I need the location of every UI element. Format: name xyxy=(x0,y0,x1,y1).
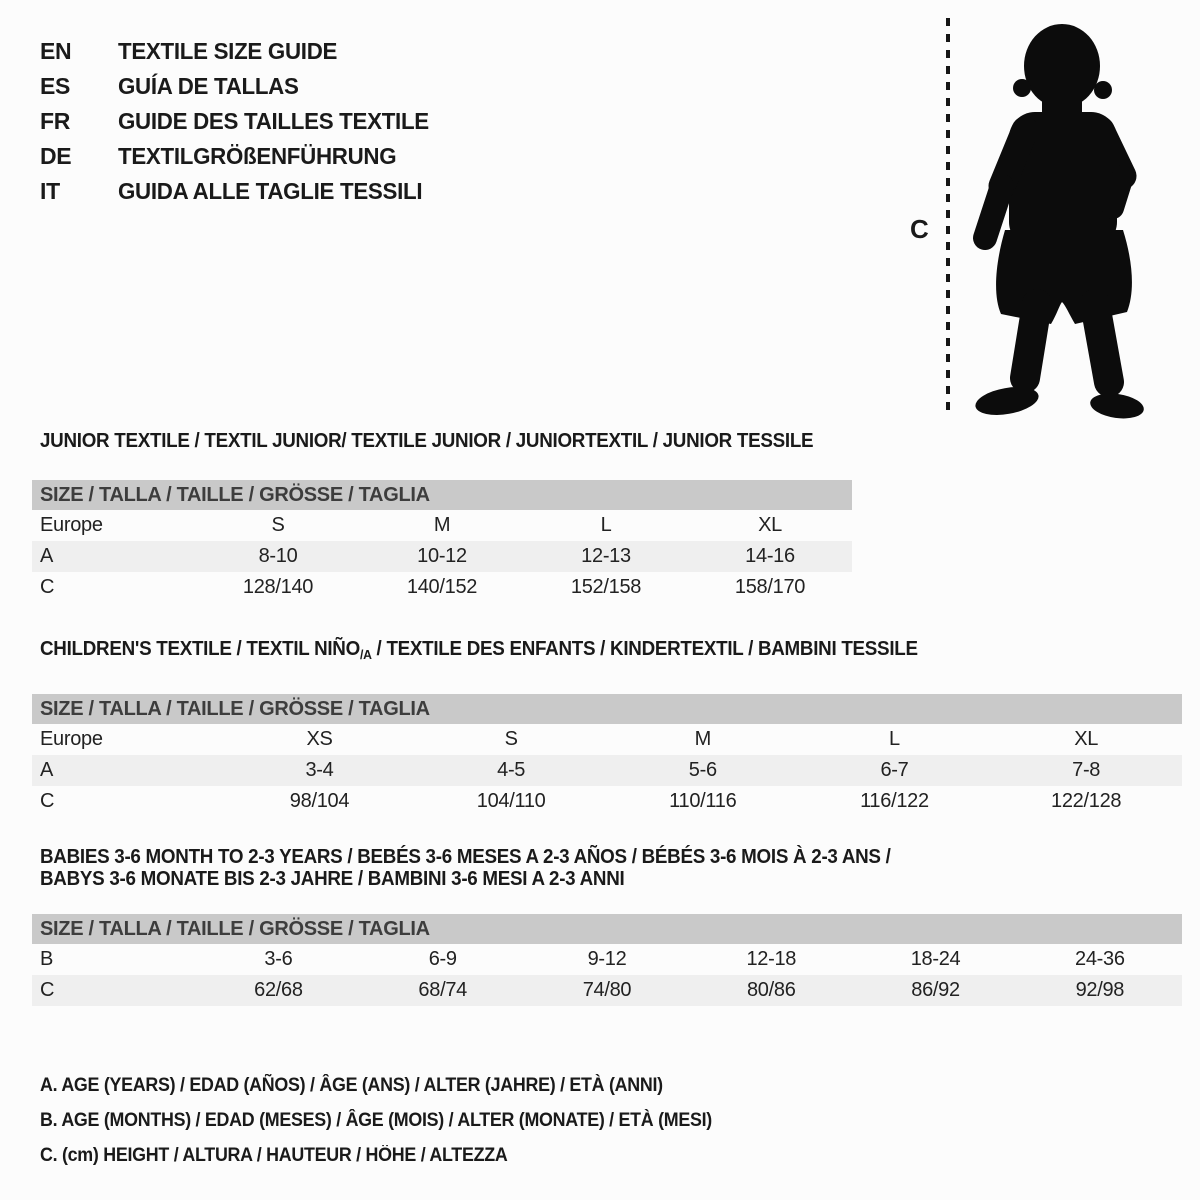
heading-pre: CHILDREN'S TEXTILE / TEXTIL NIÑO xyxy=(40,638,360,660)
cell: 128/140 xyxy=(242,576,314,598)
legend-line-c: C. (cm) HEIGHT / ALTURA / HAUTEUR / HÖHE / ALTEZZA xyxy=(40,1145,508,1166)
cell: 10-12 xyxy=(360,541,524,572)
cell: XS xyxy=(306,728,333,750)
table-row-europe xyxy=(32,510,852,541)
height-figure xyxy=(900,10,1200,430)
cell: M xyxy=(433,514,451,536)
cell: 7-8 xyxy=(990,755,1182,786)
legend-line-a: A. AGE (YEARS) / EDAD (AÑOS) / ÂGE (ANS) / ALTER (JAHRE) / ETÀ (ANNI) xyxy=(40,1075,663,1096)
cell: 3-6 xyxy=(264,948,293,970)
cell: XL xyxy=(758,514,782,536)
lang-code: FR xyxy=(40,108,71,134)
row-label: C xyxy=(32,975,196,1006)
cell: L xyxy=(600,514,612,536)
cell: 6-9 xyxy=(428,948,457,970)
legend xyxy=(40,1068,755,1173)
cell: 104/110 xyxy=(476,790,546,812)
cell: 8-10 xyxy=(196,541,360,572)
size-header-row xyxy=(32,480,852,510)
row-label: C xyxy=(40,790,55,812)
cell: 62/68 xyxy=(196,975,360,1006)
table-row-age xyxy=(32,755,1182,786)
lang-title: GUIDA ALLE TAGLIE TESSILI xyxy=(118,178,423,204)
cell: 74/80 xyxy=(525,975,689,1006)
heading-subscript: /A xyxy=(359,647,372,662)
junior-section-heading: JUNIOR TEXTILE / TEXTIL JUNIOR/ TEXTILE JUNIOR / JUNIORTEXTIL / JUNIOR TESSILE xyxy=(40,430,814,452)
cell: 3-4 xyxy=(224,755,416,786)
table-row-height xyxy=(32,572,852,603)
size-header: SIZE / TALLA / TAILLE / GRÖSSE / TAGLIA xyxy=(32,694,1182,724)
lang-title: GUIDE DES TAILLES TEXTILE xyxy=(118,108,429,134)
children-size-table xyxy=(32,694,1182,817)
cell: 12-18 xyxy=(746,948,797,970)
cell: 14-16 xyxy=(688,541,852,572)
row-label: Europe xyxy=(40,728,103,750)
junior-size-table xyxy=(32,480,852,603)
row-label: A xyxy=(32,541,196,572)
language-title-list xyxy=(40,34,439,209)
cell: 24-36 xyxy=(1075,948,1125,970)
size-header-row xyxy=(32,694,1182,724)
lang-row-es xyxy=(40,69,439,104)
section-babies xyxy=(32,846,1182,1006)
cell: 152/158 xyxy=(570,576,642,598)
lang-row-de xyxy=(40,139,439,174)
babies-size-table xyxy=(32,914,1182,1006)
cell: 80/86 xyxy=(689,975,853,1006)
height-measure-line xyxy=(944,16,952,420)
cell: 18-24 xyxy=(910,948,961,970)
cell: XL xyxy=(1074,728,1099,750)
section-children xyxy=(32,638,1182,817)
babies-section-heading-line1: BABIES 3-6 MONTH TO 2-3 YEARS / BEBÉS 3-6 MESES A 2-3 AÑOS / BÉBÉS 3-6 MOIS À 2-3 ANS / xyxy=(40,846,891,868)
table-row-age-months xyxy=(32,944,1182,975)
cell: S xyxy=(271,514,285,536)
cell: 4-5 xyxy=(415,755,607,786)
cell: 158/170 xyxy=(734,576,806,598)
row-label: C xyxy=(40,576,55,598)
heading-post: / TEXTILE DES ENFANTS / KINDERTEXTIL / BAMBINI TESSILE xyxy=(371,638,918,660)
cell: M xyxy=(694,728,711,750)
lang-title: TEXTILGRÖßENFÜHRUNG xyxy=(118,143,397,169)
cell: 6-7 xyxy=(799,755,991,786)
section-junior xyxy=(32,430,852,603)
children-section-heading xyxy=(40,638,1113,666)
cell: 86/92 xyxy=(853,975,1017,1006)
cell: 116/122 xyxy=(860,790,929,812)
cell: L xyxy=(889,728,900,750)
lang-code: IT xyxy=(40,178,60,204)
cell: 122/128 xyxy=(1051,790,1122,812)
height-measure-label: C xyxy=(910,214,929,244)
cell: 98/104 xyxy=(289,790,350,812)
baby-silhouette-icon xyxy=(965,14,1145,420)
cell: 9-12 xyxy=(587,948,627,970)
lang-title: GUÍA DE TALLAS xyxy=(118,73,299,99)
cell: 68/74 xyxy=(361,975,525,1006)
babies-section-heading-line2: BABYS 3-6 MONATE BIS 2-3 JAHRE / BAMBINI 3-6 MESI A 2-3 ANNI xyxy=(40,868,625,890)
cell: 92/98 xyxy=(1018,975,1182,1006)
table-row-height xyxy=(32,975,1182,1006)
cell: 140/152 xyxy=(406,576,478,598)
lang-code: ES xyxy=(40,73,71,99)
lang-row-fr xyxy=(40,104,439,139)
lang-row-it xyxy=(40,174,439,209)
cell: 12-13 xyxy=(524,541,688,572)
size-header: SIZE / TALLA / TAILLE / GRÖSSE / TAGLIA xyxy=(32,914,1182,944)
cell: S xyxy=(504,728,518,750)
row-label: Europe xyxy=(40,514,103,536)
table-row-height xyxy=(32,786,1182,817)
lang-code: EN xyxy=(40,38,72,64)
legend-line-b: B. AGE (MONTHS) / EDAD (MESES) / ÂGE (MOIS) / ALTER (MONATE) / ETÀ (MESI) xyxy=(40,1110,712,1131)
table-row-age xyxy=(32,541,852,572)
size-header-row xyxy=(32,914,1182,944)
row-label: B xyxy=(40,948,54,970)
cell: 110/116 xyxy=(669,790,737,812)
lang-row-en xyxy=(40,34,439,69)
cell: 5-6 xyxy=(607,755,799,786)
lang-title: TEXTILE SIZE GUIDE xyxy=(118,38,338,64)
size-header: SIZE / TALLA / TAILLE / GRÖSSE / TAGLIA xyxy=(32,480,852,510)
lang-code: DE xyxy=(40,143,72,169)
row-label: A xyxy=(32,755,224,786)
table-row-europe xyxy=(32,724,1182,755)
